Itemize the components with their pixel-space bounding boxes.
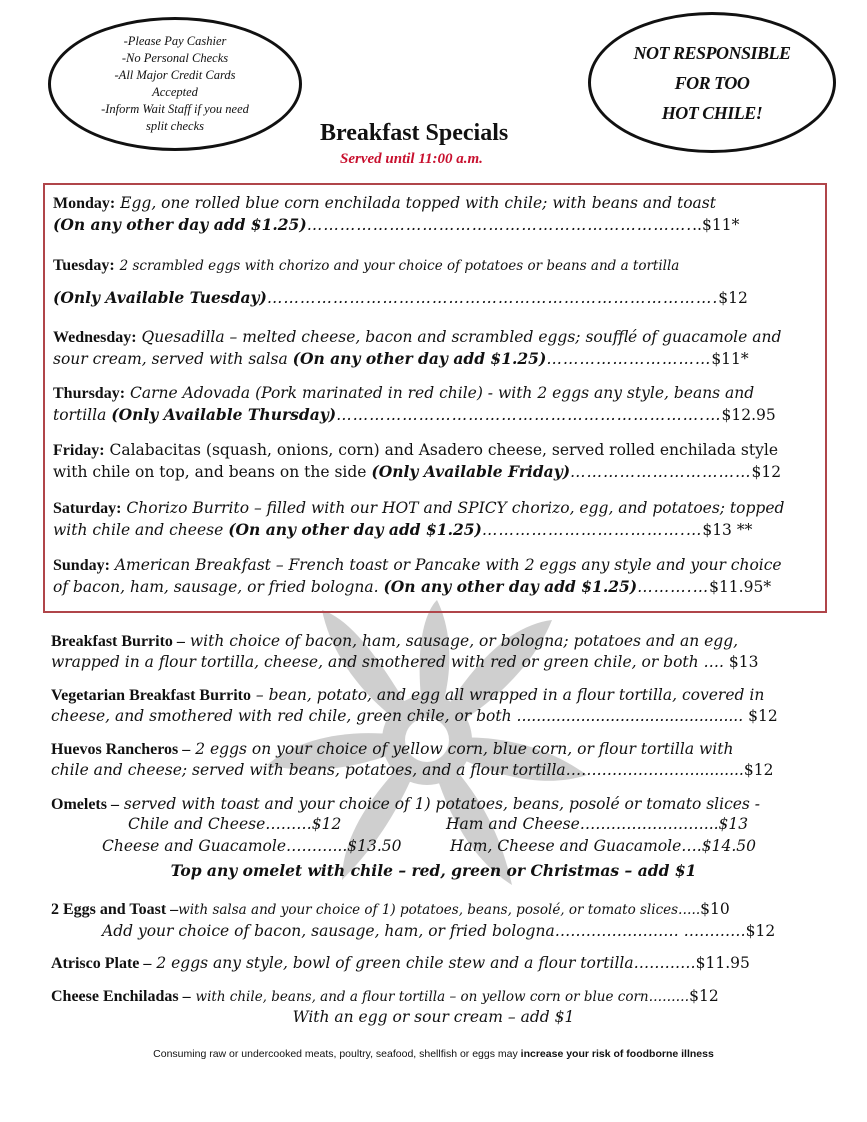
menu-eggs-and-toast: 2 Eggs and Toast –with salsa and your choice of 1) potatoes, beans, posolé, or tomato slices…..$10 Add your choice of bacon, sausage, ham, or fried bologna…………………… …………$12	[51, 900, 776, 940]
payment-note: Accepted	[152, 85, 198, 99]
payment-note: -Please Pay Cashier	[123, 34, 227, 48]
payment-note: split checks	[146, 119, 204, 133]
menu-cheese-enchiladas: Cheese Enchiladas – with chile, beans, and a flour tortilla – on yellow corn or blue corn………$12	[51, 987, 719, 1005]
special-monday: Monday: Egg, one rolled blue corn enchilada topped with chile; with beans and toast (On any other day add $1.25)……………………………………………………………...$11*	[53, 194, 740, 234]
omelet-option: Ham, Cheese and Guacamole….$14.50	[450, 837, 756, 855]
payment-info-oval	[48, 17, 302, 151]
menu-vegetarian-burrito: Vegetarian Breakfast Burrito – bean, potato, and egg all wrapped in a flour tortilla, covered in cheese, and smothered with red chile, green chile, or both .............................................. $12	[51, 686, 778, 725]
warning-oval	[588, 12, 836, 153]
menu-breakfast-burrito: Breakfast Burrito – with choice of bacon, ham, sausage, or bologna; potatoes and an egg, wrapped in a flour tortilla, cheese, and smothered with red or green chile, or both …. $13	[51, 632, 759, 671]
omelet-option: Ham and Cheese……………………...$13	[446, 815, 749, 833]
omelet-topping-note: Top any omelet with chile – red, green or Christmas – add $1	[170, 861, 697, 880]
special-tuesday: Tuesday: 2 scrambled eggs with chorizo and your choice of potatoes or beans and a tortilla (Only Available Tuesday)……………………………………………………………………….$12	[53, 257, 748, 307]
special-sunday: Sunday: American Breakfast – French toast or Pancake with 2 eggs any style and your choice of bacon, ham, sausage, or fried bologna. (On any other day add $1.25)……….…$11.95*	[53, 556, 782, 596]
payment-note: -All Major Credit Cards	[114, 68, 236, 82]
foodborne-disclaimer: Consuming raw or undercooked meats, poultry, seafood, shellfish or eggs may increase your risk of foodborne illness	[153, 1048, 714, 1060]
special-saturday: Saturday: Chorizo Burrito – filled with our HOT and SPICY chorizo, egg, and potatoes; topped with chile and cheese (On any other day add $1.25)……………………………….…$13 **	[53, 499, 785, 539]
warning-line: FOR TOO	[674, 72, 750, 93]
page-title: Breakfast Specials	[320, 120, 509, 146]
enchilada-addon-note: With an egg or sour cream – add $1	[292, 1008, 575, 1026]
warning-line: NOT RESPONSIBLE	[633, 42, 791, 63]
menu-huevos-rancheros: Huevos Rancheros – 2 eggs on your choice of yellow corn, blue corn, or flour tortilla with chile and cheese; served with beans, potatoes, and a flour tortilla…….………………..........$12	[51, 740, 774, 779]
page-subtitle: Served until 11:00 a.m.	[340, 151, 483, 167]
special-wednesday: Wednesday: Quesadilla – melted cheese, bacon and scrambled eggs; soufflé of guacamole and sour cream, served with salsa (On any other day add $1.25)…………………………$11*	[53, 328, 782, 368]
special-friday: Friday: Calabacitas (squash, onions, corn) and Asadero cheese, served rolled enchilada style with chile on top, and beans on the side (Only Available Friday)……………………………$12	[53, 441, 782, 481]
payment-note: -No Personal Checks	[121, 51, 229, 65]
special-thursday: Thursday: Carne Adovada (Pork marinated in red chile) - with 2 eggs any style, beans and tortilla (Only Available Thursday)………………………………………………………….…$12.95	[53, 384, 776, 424]
specials-box	[43, 183, 827, 613]
warning-line: HOT CHILE!	[661, 102, 763, 123]
omelet-option: Chile and Cheese………$12	[128, 815, 342, 833]
omelet-option: Cheese and Guacamole………...$13.50	[102, 837, 402, 855]
payment-note: -Inform Wait Staff if you need	[101, 102, 249, 116]
menu-atrisco-plate: Atrisco Plate – 2 eggs any style, bowl of green chile stew and a flour tortilla…………$11.95	[51, 954, 750, 972]
menu-omelets: Omelets – served with toast and your choice of 1) potatoes, beans, posolé or tomato slices -	[51, 795, 761, 813]
